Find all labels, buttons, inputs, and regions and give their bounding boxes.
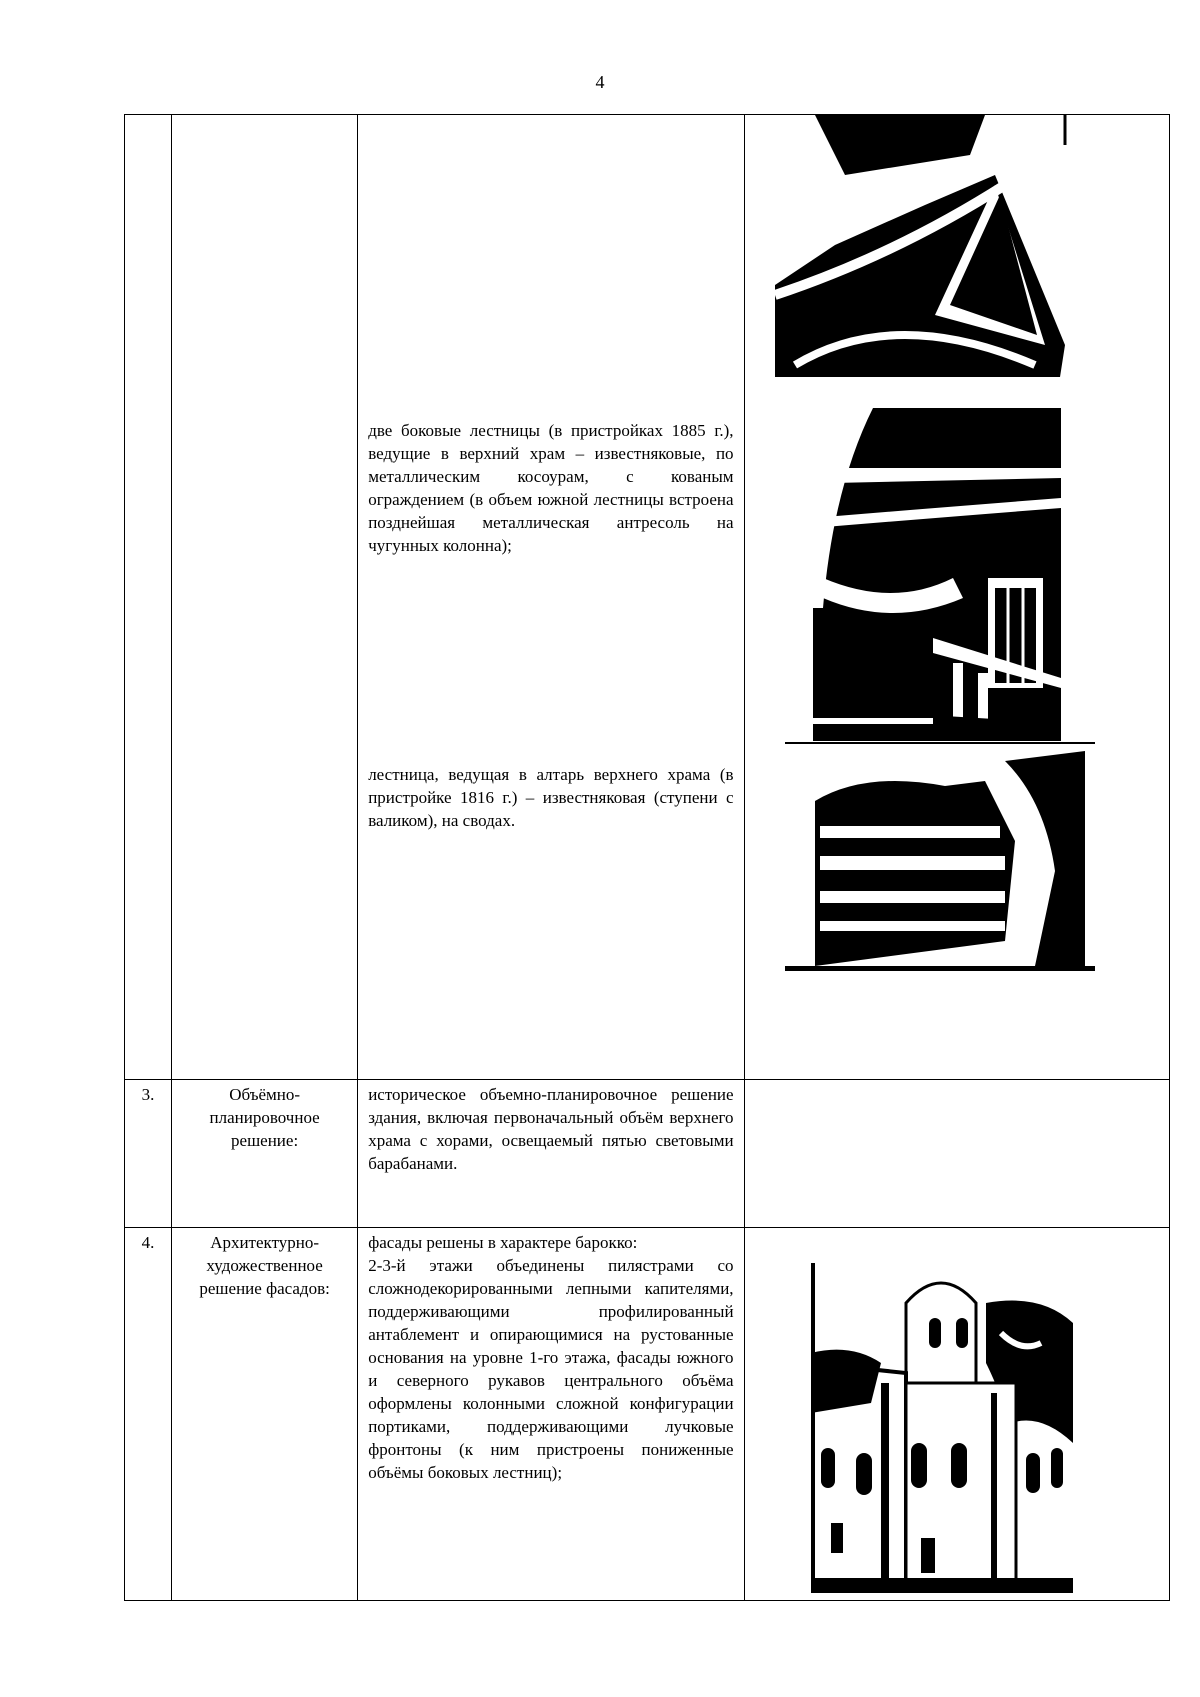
row-photos: [744, 115, 1169, 1080]
page-number: 4: [595, 72, 605, 92]
altar-stairs-text: лестница, ведущая в алтарь верхнего храма (в пристройке 1816 г.) – известняковая (ступени с валиком), на сводах.: [368, 765, 734, 830]
row-number: [125, 115, 172, 1080]
row-label: Объёмно-планировочное решение:: [172, 1080, 358, 1228]
side-stairs-text: две боковые лестницы (в пристройках 1885 г.), ведущие в верхний храм – известняковые, по металлическим косоурам, с кованым ограждением (в объем южной лестницы встроена позднейшая металлическая антресоль на чугунных колонна);: [368, 421, 734, 555]
row-description: [358, 1228, 744, 1601]
stair-soffit-photo: [775, 115, 1067, 385]
row-description: историческое объемно-планировочное решение здания, включая первоначальный объём верхнего храма с хорами, освещаемый пятью световыми барабанами.: [358, 1080, 744, 1228]
table-row-facades: [125, 1228, 1170, 1601]
table-row-volume-planning: [125, 1080, 1170, 1228]
row-photos: [744, 1080, 1169, 1228]
church-facade-photo: [811, 1263, 1073, 1593]
row-number: 4.: [125, 1228, 172, 1601]
object-description-table: [124, 114, 1170, 1601]
row-label: Архитектурно-художественное решение фасадов:: [172, 1228, 358, 1601]
table-row-stairs: [125, 115, 1170, 1080]
row-description: [358, 115, 744, 1080]
row-photos: [744, 1228, 1169, 1601]
staircase-interior-photo: [813, 408, 1061, 745]
altar-stairs-photo: [785, 741, 1095, 971]
facade-detail-text: 2-3-й этажи объединены пилястрами со сложнодекорированными лепными капителями, поддерживающими профилированный антаблемент и опирающимися на рустованные основания на уровне 1-го этажа, фасады южного и северного рукавов центрального объёма оформлены колонными сложной конфигурации портиками, поддерживающими лучковые фронтоны (к ним пристроены пониженные объёмы боковых лестниц);: [368, 1256, 734, 1482]
row-number: 3.: [125, 1080, 172, 1228]
row-label: [172, 115, 358, 1080]
facade-style-text: фасады решены в характере барокко:: [368, 1233, 638, 1252]
